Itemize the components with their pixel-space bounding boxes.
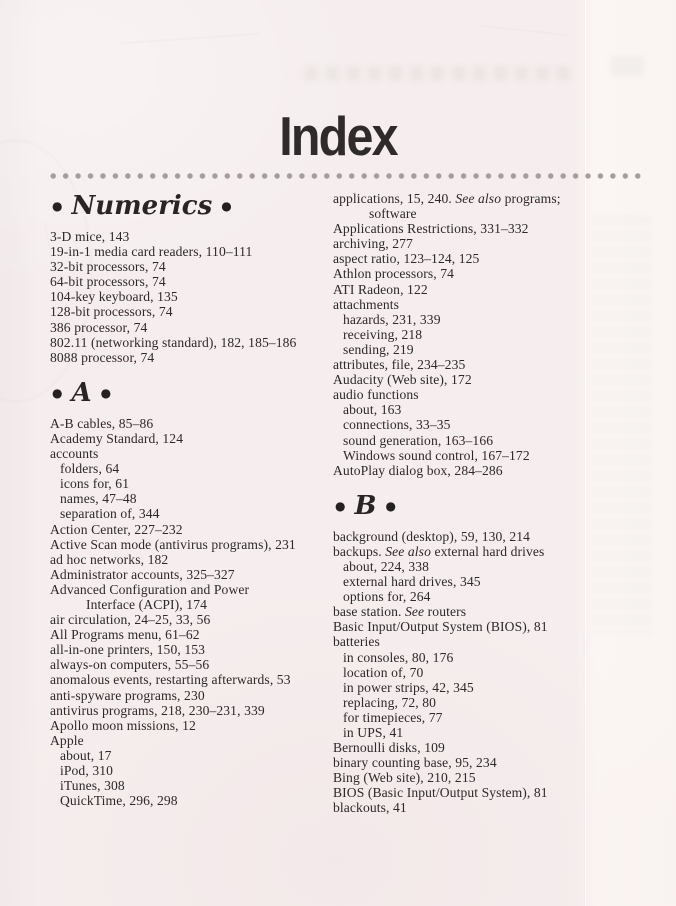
entry-text: batteries <box>333 634 380 650</box>
bullet-icon: ● <box>385 498 396 513</box>
entry-text: external hard drives, 345 <box>343 574 481 590</box>
index-entry <box>50 688 333 703</box>
entry-text: Interface (ACPI), 174 <box>86 596 207 612</box>
index-entry <box>50 244 333 259</box>
index-entry <box>333 710 650 725</box>
entry-text: Action Center, 227–232 <box>50 521 183 537</box>
index-entry <box>50 733 333 748</box>
entry-text: in UPS, 41 <box>343 725 404 740</box>
index-entry <box>333 559 650 574</box>
index-entry <box>50 627 333 642</box>
index-entry <box>333 417 650 432</box>
entry-text: Advanced Configuration and Power <box>50 581 250 597</box>
index-entry <box>333 327 650 342</box>
entry-text: hazards, 231, 339 <box>343 311 441 327</box>
entry-text: attributes, file, 234–235 <box>333 357 466 373</box>
index-entry <box>50 416 333 431</box>
entry-text: in consoles, 80, 176 <box>343 649 454 665</box>
entry-text: background (desktop), 59, 130, 214 <box>333 528 531 544</box>
index-entry <box>333 282 650 297</box>
section-header <box>50 191 333 221</box>
index-entry <box>333 680 650 695</box>
entry-text: external hard drives <box>430 543 545 559</box>
index-entry <box>50 567 333 582</box>
index-entry <box>50 657 333 672</box>
entry-text: software <box>369 206 417 222</box>
entry-text: aspect ratio, 123–124, 125 <box>333 251 480 267</box>
dotted-divider <box>50 172 647 180</box>
index-entry <box>50 537 333 552</box>
index-entry <box>333 619 650 634</box>
index-entry <box>333 448 650 463</box>
index-columns <box>50 191 650 816</box>
index-entry <box>50 582 333 597</box>
entry-text: Audacity (Web site), 172 <box>333 372 472 388</box>
entry-text: Athlon processors, 74 <box>333 266 455 282</box>
entry-text: Basic Input/Output System (BIOS), 81 <box>333 619 548 635</box>
index-entry <box>50 431 333 446</box>
scan-scratch <box>480 25 570 35</box>
index-entry <box>50 289 333 304</box>
index-entry <box>333 357 650 372</box>
entry-text: iPod, 310 <box>60 763 114 778</box>
index-entry <box>333 342 650 357</box>
entry-text: 32-bit processors, 74 <box>50 259 166 275</box>
entry-text: binary counting base, 95, 234 <box>333 755 497 771</box>
index-entry <box>50 350 333 365</box>
index-entry <box>333 770 650 785</box>
cross-reference: See also <box>385 543 431 559</box>
entry-text: Academy Standard, 124 <box>50 430 184 446</box>
index-entry <box>50 793 333 808</box>
section-header <box>333 491 650 521</box>
entry-text: Apple <box>50 732 84 748</box>
cross-reference: See also <box>455 191 502 206</box>
entry-text: 104-key keyboard, 135 <box>50 289 178 305</box>
entry-text: icons for, 61 <box>60 476 130 492</box>
index-entry <box>50 748 333 763</box>
entry-text: about, 163 <box>343 402 402 418</box>
bullet-icon: ● <box>221 199 232 213</box>
index-entry <box>50 763 333 778</box>
index-entry <box>333 755 650 770</box>
index-entry <box>50 552 333 567</box>
entry-text: AutoPlay dialog box, 284–286 <box>333 462 503 478</box>
entry-text: 386 processor, 74 <box>50 319 148 335</box>
index-entry <box>50 506 333 521</box>
index-entry <box>50 718 333 733</box>
bullet-icon: ● <box>52 199 63 213</box>
entry-text: connections, 33–35 <box>343 417 451 433</box>
entry-text: Administrator accounts, 325–327 <box>50 566 235 582</box>
index-entry <box>333 463 650 478</box>
bullet-icon: ● <box>52 385 63 400</box>
entry-text: base station. <box>333 604 405 620</box>
entry-text: archiving, 277 <box>333 236 413 252</box>
entry-text: anti-spyware programs, 230 <box>50 687 205 703</box>
entry-text: Bing (Web site), 210, 215 <box>333 770 476 786</box>
entry-text: BIOS (Basic Input/Output System), 81 <box>333 785 548 801</box>
entry-text: 802.11 (networking standard), 182, 185–186 <box>50 334 297 350</box>
entry-text: 3-D mice, 143 <box>50 229 130 244</box>
entry-text: 8088 processor, 74 <box>50 349 155 365</box>
entry-text: for timepieces, 77 <box>343 709 443 725</box>
index-entry <box>50 522 333 537</box>
entry-text: anomalous events, restarting afterwards, 53 <box>50 672 291 688</box>
index-section <box>50 378 333 808</box>
index-entry <box>333 312 650 327</box>
index-entry <box>333 650 650 665</box>
index-entry <box>50 476 333 491</box>
entry-text: iTunes, 308 <box>60 778 125 794</box>
index-entry <box>50 304 333 319</box>
index-entry <box>333 740 650 755</box>
entry-text: Apollo moon missions, 12 <box>50 717 196 733</box>
index-column-left <box>50 191 333 816</box>
entry-text: QuickTime, 296, 298 <box>60 793 178 809</box>
entry-text: Bernoulli disks, 109 <box>333 740 445 756</box>
entry-text: always-on computers, 55–56 <box>50 657 210 673</box>
entry-text: antivirus programs, 218, 230–231, 339 <box>50 702 265 718</box>
bullet-icon: ● <box>335 498 346 513</box>
entry-text: sound generation, 163–166 <box>343 432 494 448</box>
index-entry <box>333 387 650 402</box>
entry-text: programs; <box>501 191 561 206</box>
section-letter: B <box>354 490 377 521</box>
index-entry <box>333 574 650 589</box>
index-entry <box>333 695 650 710</box>
bleedthrough-smudge <box>298 66 570 81</box>
bullet-icon: ● <box>100 385 112 400</box>
index-entry <box>50 335 333 350</box>
index-entry <box>333 800 650 815</box>
index-entry <box>333 372 650 387</box>
entry-text: Active Scan mode (antivirus programs), 231 <box>50 536 296 552</box>
index-entry <box>50 259 333 274</box>
index-entry <box>333 544 650 559</box>
entry-text: options for, 264 <box>343 589 431 605</box>
cross-reference: See <box>405 604 425 620</box>
index-entry <box>50 461 333 476</box>
entry-text: ATI Radeon, 122 <box>333 281 428 297</box>
index-entry <box>333 297 650 312</box>
entry-text: location of, 70 <box>343 664 424 680</box>
entry-text: Windows sound control, 167–172 <box>343 447 530 463</box>
entry-text: blackouts, 41 <box>333 800 407 816</box>
index-entry <box>333 529 650 544</box>
index-entry <box>333 221 650 236</box>
index-entry <box>50 612 333 627</box>
entry-text: replacing, 72, 80 <box>343 694 437 710</box>
entry-text: A-B cables, 85–86 <box>50 415 154 431</box>
scan-scratch <box>120 33 260 44</box>
section-header <box>50 378 333 408</box>
index-entry <box>333 589 650 604</box>
index-entry <box>333 725 650 740</box>
index-entry <box>50 642 333 657</box>
entry-text: separation of, 344 <box>60 506 160 522</box>
entry-text: attachments <box>333 296 400 312</box>
index-section <box>333 191 650 478</box>
entry-text: 19-in-1 media card readers, 110–111 <box>50 244 253 260</box>
index-entry <box>50 672 333 687</box>
entry-text: applications, 15, 240. <box>333 191 456 206</box>
index-section <box>333 491 650 816</box>
entry-text: in power strips, 42, 345 <box>343 679 474 695</box>
index-entry <box>50 446 333 461</box>
entry-text: backups. <box>333 543 386 559</box>
index-entry <box>333 433 650 448</box>
entry-text: all-in-one printers, 150, 153 <box>50 642 206 658</box>
index-column-right <box>333 191 650 816</box>
index-entry <box>50 320 333 335</box>
entry-text: 64-bit processors, 74 <box>50 274 166 290</box>
index-entry <box>50 274 333 289</box>
index-entry <box>50 491 333 506</box>
index-entry <box>333 251 650 266</box>
index-entry <box>50 229 333 244</box>
index-entry <box>333 402 650 417</box>
index-entry <box>333 604 650 619</box>
entry-text: names, 47–48 <box>60 491 137 507</box>
index-entry <box>333 665 650 680</box>
index-section <box>50 191 333 365</box>
entry-text: ad hoc networks, 182 <box>50 551 169 567</box>
entry-text: audio functions <box>333 387 419 403</box>
section-letter: Numerics <box>71 191 213 221</box>
entry-text: Applications Restrictions, 331–332 <box>333 221 529 237</box>
entry-text: routers <box>424 604 467 620</box>
entry-text: folders, 64 <box>60 461 120 477</box>
index-entry <box>50 703 333 718</box>
entry-text: 128-bit processors, 74 <box>50 304 173 320</box>
index-entry <box>50 597 333 612</box>
index-entry <box>333 785 650 800</box>
index-entry <box>333 206 650 221</box>
index-entry <box>333 236 650 251</box>
index-entry <box>333 266 650 281</box>
entry-text: about, 224, 338 <box>343 558 430 574</box>
entry-text: about, 17 <box>60 747 112 763</box>
index-entry <box>333 634 650 649</box>
entry-text: receiving, 218 <box>343 326 423 342</box>
index-entry <box>333 191 650 206</box>
page-title: Index <box>279 105 397 167</box>
entry-text: accounts <box>50 446 99 462</box>
index-entry <box>50 778 333 793</box>
section-letter: A <box>71 377 92 408</box>
entry-text: sending, 219 <box>343 341 414 357</box>
entry-text: air circulation, 24–25, 33, 56 <box>50 612 211 628</box>
bleedthrough-page-number <box>610 56 644 76</box>
entry-text: All Programs menu, 61–62 <box>50 627 200 643</box>
